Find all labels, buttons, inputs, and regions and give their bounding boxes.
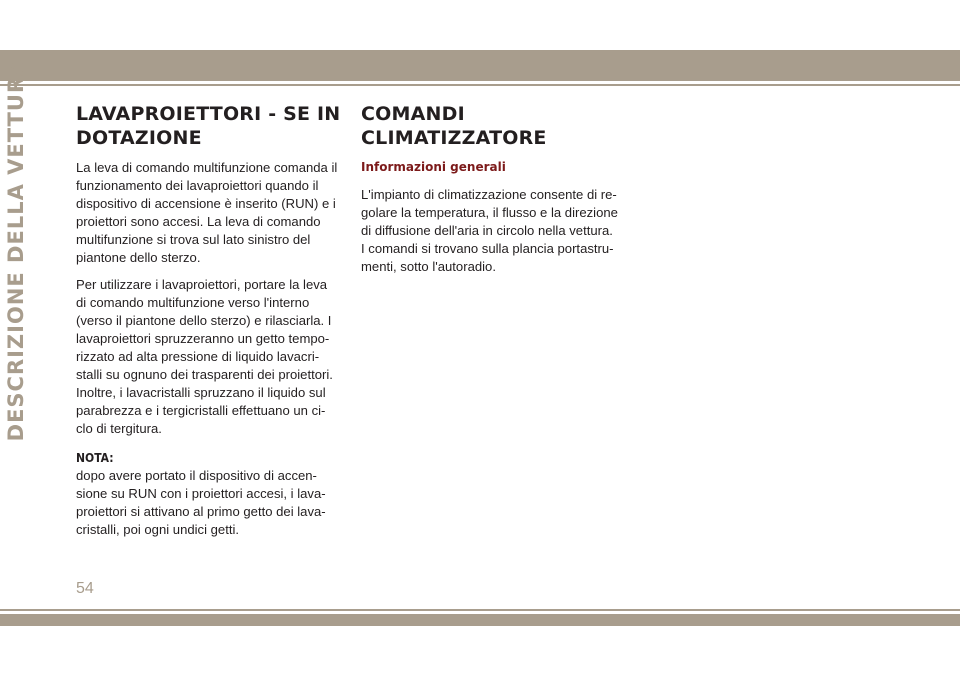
section-side-title-text: DESCRIZIONE DELLA VETTURA: [4, 58, 28, 442]
left-column: [76, 102, 346, 548]
headlamp-washers-paragraph-1: La leva di comando multifunzione comanda il funzionamento dei lavaproiettori quando il dispositivo di accensione è inserito (RUN) e i proiettori sono accesi. La leva di comando multifunzione si trova sul lato sinistro del piantone dello sterzo.: [76, 160, 338, 265]
footer-band: [0, 614, 960, 626]
headlamp-washers-title-line2: DOTAZIONE: [76, 127, 202, 149]
headlamp-washers-paragraph-2: Per utilizzare i lavaproiettori, portare la leva di comando multifunzione verso l'interno (verso il piantone dello sterzo) e rilasciarla. I lavaproiettori spruzzeranno un getto tempo- rizzato ad alta pressione di liquido lavacri- stalli su ognuno dei trasparenti dei proiettori. Inoltre, i lavacristalli spruzzano il liquido sul parabrezza e i tergicristalli effettuano un ci- clo di tergitura.: [76, 277, 333, 436]
page-number: 54: [76, 580, 94, 597]
headlamp-washers-title: [76, 102, 346, 150]
header-rule: [0, 84, 960, 86]
climate-controls-title: [361, 102, 629, 150]
footer-rule: [0, 609, 960, 611]
general-info-subtitle: Informazioni generali: [361, 160, 506, 174]
header-band: [0, 50, 960, 81]
climate-controls-paragraph-1: L'impianto di climatizzazione consente di re- golare la temperatura, il flusso e la direzione di diffusione dell'aria in circolo nella vettura. I comandi si trovano sulla plancia portastru- menti, sotto l'autoradio.: [361, 187, 618, 274]
right-column: [361, 102, 629, 285]
climate-controls-title-line1: COMANDI: [361, 103, 465, 125]
note-text: dopo avere portato il dispositivo di accen- sione su RUN con i proiettori accesi, i lava- proiettori si attivano al primo getto dei lava- cristalli, poi ogni undici getti.: [76, 468, 326, 537]
headlamp-washers-title-line1: LAVAPROIETTORI - SE IN: [76, 103, 341, 125]
climate-controls-title-line2: CLIMATIZZATORE: [361, 127, 547, 149]
note-label: NOTA:: [76, 451, 114, 465]
